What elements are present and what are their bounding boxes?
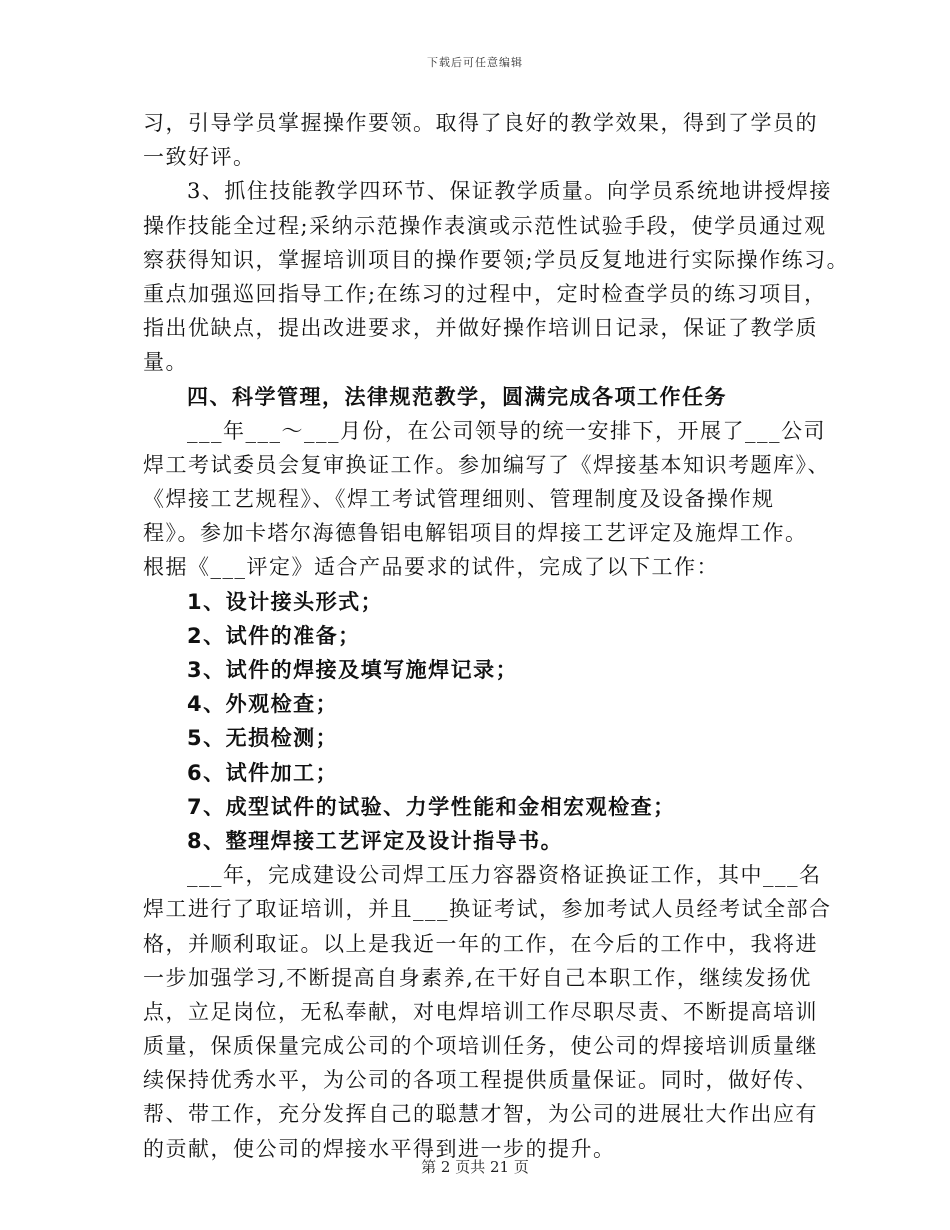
list-item: 7、成型试件的试验、力学性能和金相宏观检查；	[187, 794, 676, 819]
body-line: 帮、带工作，充分发挥自己的聪慧才智，为公司的进展壮大作出应有	[143, 1102, 818, 1127]
body-line: 察获得知识，掌握培训项目的操作要领;学员反复地进行实际操作练习。	[143, 247, 850, 272]
body-line: 的贡献，使公司的焊接水平得到进一步的提升。	[143, 1136, 616, 1161]
body-line: 格，并顺利取证。以上是我近一年的工作，在今后的工作中，我将进	[143, 931, 818, 956]
body-line: 一步加强学习,不断提高自身素养,在干好自己本职工作，继续发扬优	[143, 965, 812, 990]
body-line: 习，引导学员掌握操作要领。取得了良好的教学效果，得到了学员的	[143, 111, 818, 135]
body-line: 焊工考试委员会复审换证工作。参加编写了《焊接基本知识考题库》、	[143, 452, 830, 477]
list-item: 1、设计接头形式；	[187, 589, 384, 614]
body-line: 3、抓住技能教学四环节、保证教学质量。向学员系统地讲授焊接	[187, 179, 832, 204]
body-line: 点，立足岗位，无私奉献，对电焊培训工作尽职尽责、不断提高培训	[143, 999, 818, 1024]
list-item: 3、试件的焊接及填写施焊记录；	[187, 658, 519, 682]
body-line: 程》。参加卡塔尔海德鲁铝电解铝项目的焊接工艺评定及施焊工作。	[143, 521, 808, 546]
list-item: 5、无损检测；	[187, 726, 339, 751]
body-line: 指出优缺点，提出改进要求，并做好操作培训日记录，保证了教学质	[143, 316, 818, 341]
body-line: 操作技能全过程;采纳示范操作表演或示范性试验手段，使学员通过观	[143, 213, 827, 238]
body-line: 《焊接工艺规程》、《焊工考试管理细则、管理制度及设备操作规	[143, 487, 775, 512]
body-line: ___年，完成建设公司焊工压力容器资格证换证工作，其中___名	[187, 863, 822, 888]
list-item: 6、试件加工；	[187, 760, 339, 785]
section-heading: 四、科学管理，法律规范教学，圆满完成各项工作任务	[187, 384, 727, 409]
body-line: 重点加强巡回指导工作;在练习的过程中，定时检查学员的练习项目，	[143, 281, 827, 306]
page-header-note: 下载后可任意编辑	[427, 56, 523, 69]
body-line: 焊工进行了取证培训，并且___换证考试，参加考试人员经考试全部合	[143, 897, 832, 922]
list-item: 8、整理焊接工艺评定及设计指导书。	[187, 828, 564, 853]
body-line: 量。	[143, 350, 188, 375]
document-body	[143, 106, 850, 1166]
body-line: ___年___～___月份，在公司领导的统一安排下，开展了___公司	[187, 418, 826, 443]
list-item: 4、外观检查；	[187, 692, 339, 717]
body-line: 质量，保质保量完成公司的个项培训任务，使公司的焊接培训质量继	[143, 1034, 818, 1059]
body-line: 续保持优秀水平，为公司的各项工程提供质量保证。同时，做好传、	[143, 1068, 818, 1093]
list-item: 2、试件的准备；	[187, 623, 361, 648]
page-number: 第 2 页共 21 页	[421, 1158, 529, 1176]
body-line: 根据《___评定》适合产品要求的试件，完成了以下工作：	[143, 555, 719, 580]
body-line: 一致好评。	[143, 145, 256, 170]
